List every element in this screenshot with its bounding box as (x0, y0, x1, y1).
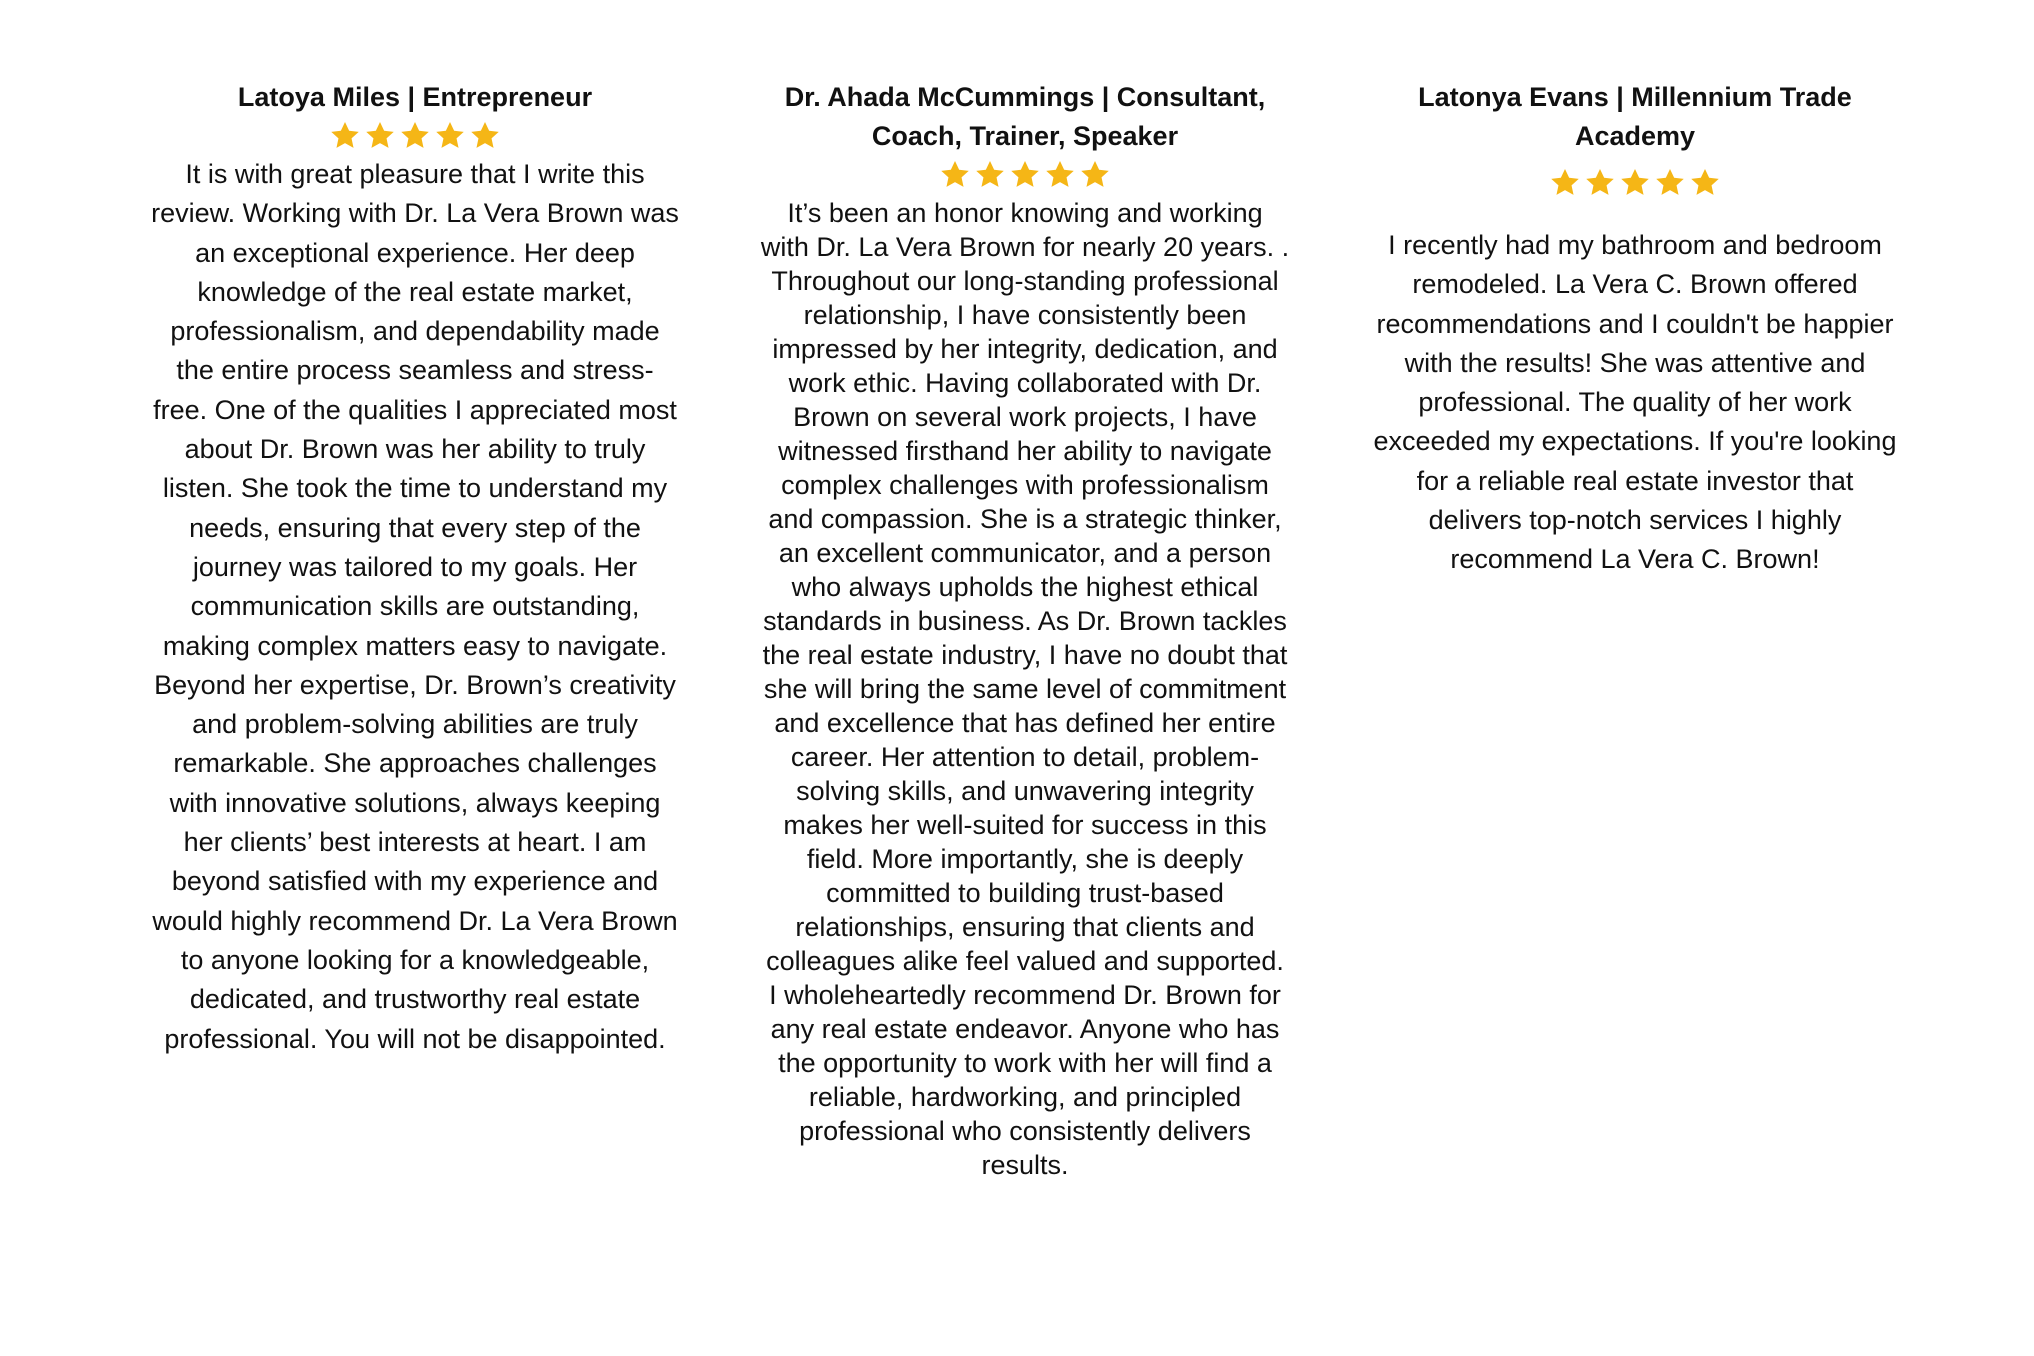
star-rating (150, 117, 680, 155)
star-icon (434, 120, 466, 152)
reviewer-name: Latonya Evans | Millennium Trade Academy (1418, 82, 1852, 151)
star-rating (1370, 164, 1900, 202)
star-icon (974, 159, 1006, 191)
star-icon (939, 159, 971, 191)
review-text: It is with great pleasure that I write this review. Working with Dr. La Vera Brown was an exceptional experience. Her deep knowledge of the real estate market, professionalism, and dependability made the entire process seamless and stress-free. One of the qualities I appreciated most about Dr. Brown was her ability to truly listen. She took the time to understand my needs, ensuring that every step of the journey was tailored to my goals. Her communication skills are outstanding, making complex matters easy to navigate. Beyond her expertise, Dr. Brown’s creativity and problem-solving abilities are truly remarkable. She approaches challenges with innovative solutions, always keeping her clients’ best interests at heart. I am beyond satisfied with my experience and would highly recommend Dr. La Vera Brown to anyone looking for a knowledgeable, dedicated, and trustworthy real estate professional. You will not be disappointed. (151, 159, 679, 1054)
testimonial-card (1370, 78, 1900, 580)
review-text: I recently had my bathroom and bedroom remodeled. La Vera C. Brown offered recommendations and I couldn't be happier with the results! She was attentive and professional. The quality of her work exceeded my expectations. If you're looking for a reliable real estate investor that delivers top-notch services I highly recommend La Vera C. Brown! (1373, 230, 1897, 575)
star-icon (469, 120, 501, 152)
star-icon (1079, 159, 1111, 191)
star-icon (1689, 167, 1721, 199)
star-icon (1009, 159, 1041, 191)
star-rating (760, 156, 1290, 194)
star-icon (1549, 167, 1581, 199)
star-icon (329, 120, 361, 152)
testimonial-card (760, 78, 1290, 1182)
star-icon (399, 120, 431, 152)
testimonial-card (150, 78, 680, 1059)
star-icon (1654, 167, 1686, 199)
review-text: It’s been an honor knowing and working with Dr. La Vera Brown for nearly 20 years. . Throughout our long-standing professional relationship, I have consistently been impressed by her integrity, dedication, and work ethic. Having collaborated with Dr. Brown on several work projects, I have witnessed firsthand her ability to navigate complex challenges with professionalism and compassion. She is a strategic thinker, an excellent communicator, and a person who always upholds the highest ethical standards in business. As Dr. Brown tackles the real estate industry, I have no doubt that she will bring the same level of commitment and excellence that has defined her entire career. Her attention to detail, problem-solving skills, and unwavering integrity makes her well-suited for success in this field. More importantly, she is deeply committed to building trust-based relationships, ensuring that clients and colleagues alike feel valued and supported. I wholeheartedly recommend Dr. Brown for any real estate endeavor. Anyone who has the opportunity to work with her will find a reliable, hardworking, and principled professional who consistently delivers results. (760, 198, 1290, 1180)
reviewer-name: Latoya Miles | Entrepreneur (237, 82, 593, 112)
star-icon (364, 120, 396, 152)
star-icon (1584, 167, 1616, 199)
star-icon (1619, 167, 1651, 199)
star-icon (1044, 159, 1076, 191)
reviewer-name: Dr. Ahada McCummings | Consultant, Coach, Trainer, Speaker (784, 82, 1266, 151)
